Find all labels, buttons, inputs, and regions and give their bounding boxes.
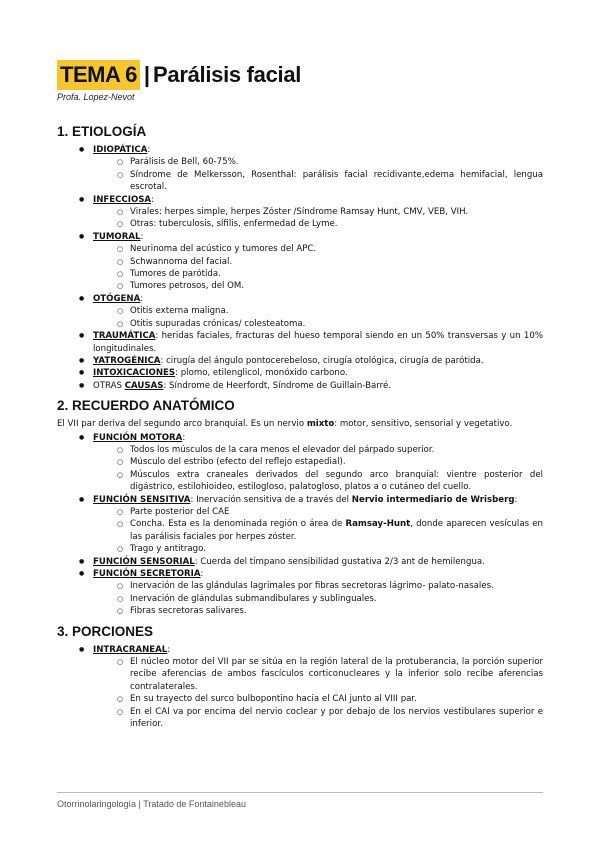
sub-list-item: ○ Otras: tuberculosis, sífilis, enfermedad de Lyme. — [57, 218, 543, 230]
sub-list-item: ○ Tumores de parótida. — [57, 268, 543, 280]
footer-divider — [57, 792, 543, 793]
list-item: ● OTRAS CAUSAS: Síndrome de Heerfordt, Síndrome de Guillain-Barré. — [57, 380, 543, 392]
recuerdo-list — [57, 432, 543, 618]
list-item: ● IDIOPÁTICA: ○ Parálisis de Bell, 60-75%. ○ Síndrome de Melkersson, Rosenthal: parálisis facial recidivante,edema hemifacial, lengua escrotal. — [57, 144, 543, 194]
list-item: ● FUNCIÓN MOTORA: ○ Todos los músculos de la cara menos el elevador del párpado superior. ○ Músculo del estribo (efecto del reflejo estapedial). ○ Músculos extra craneales derivados del segundo arco branquial: vientre posterior del digástrico, estilohioideo, estilogloso, palatogloso, platos a o cutáneo del cuello. — [57, 432, 543, 494]
etiologia-list — [57, 144, 543, 392]
sub-list-item: ○ Fibras secretoras salivares. — [57, 605, 543, 617]
sub-list-item: ○ Músculos extra craneales derivados del segundo arco branquial: vientre posterior del digástrico, estilohioideo, estilogloso, palatogloso, platos a o cutáneo del cuello. — [57, 469, 543, 494]
sub-list-item: ○ Virales: herpes simple, herpes Zóster /Síndrome Ramsay Hunt, CMV, VEB, VIH. — [57, 206, 543, 218]
sub-list-item: ○ Tumores petrosos, del OM. — [57, 280, 543, 292]
sub-list-item: ○ Síndrome de Melkersson, Rosenthal: parálisis facial recidivante,edema hemifacial, lengua escrotal. — [57, 169, 543, 194]
title-text: Parálisis facial — [153, 62, 302, 87]
sub-list-item: ○ Inervación de glándulas submandibulares y sublinguales. — [57, 593, 543, 605]
sub-list-item: ○ Trago y antitrago. — [57, 543, 543, 555]
list-item: ● FUNCIÓN SENSITIVA: Inervación sensitiva de a través del Nervio intermediario de Wrisberg: ○ Parte posterior del CAE ○ Concha. Esta es la denominada región o área de Ramsay-Hunt, donde aparecen vesículas en las parálisis faciales por herpes zóster. ○ Trago y antitrago. — [57, 494, 543, 556]
list-item: ● INTOXICACIONES: plomo, etilenglicol, monóxido carbono. — [57, 367, 543, 379]
sub-list-item: ○ Otitis supuradas crónicas/ colesteatoma. — [57, 318, 543, 330]
sub-list-item: ○ Músculo del estribo (efecto del reflejo estapedial). — [57, 456, 543, 468]
list-item: ● FUNCIÓN SENSORIAL: Cuerda del tímpano sensibilidad gustativa 2/3 ant de hemilengua. — [57, 556, 543, 568]
sub-list-item: ○ Otitis externa maligna. — [57, 305, 543, 317]
recuerdo-intro: El VII par deriva del segundo arco branquial. Es un nervio mixto: motor, sensitivo, sensorial y vegetativo. — [57, 419, 513, 430]
sub-list-item: ○ Concha. Esta es la denominada región o área de Ramsay-Hunt, donde aparecen vesículas en las parálisis faciales por herpes zóster. — [57, 518, 543, 543]
list-item: ● TUMORAL: ○ Neurinoma del acústico y tumores del APC. ○ Schwannoma del facial. ○ Tumores de parótida. ○ Tumores petrosos, del OM. — [57, 231, 543, 293]
page-footer: Otorrinolaringología | Tratado de Fontainebleau — [57, 799, 246, 809]
sub-list-item: ○ Inervación de las glándulas lagrimales por fibras secretoras lágrimo- palato-nasales. — [57, 580, 543, 592]
sub-list-item: ○ En el CAI va por encima del nervio coclear y por debajo de los nervios vestibulares superior e inferior. — [57, 706, 543, 731]
sub-list-item: ○ Todos los músculos de la cara menos el elevador del párpado superior. — [57, 444, 543, 456]
section-heading-recuerdo: 2. RECUERDO ANATÓMICO — [57, 398, 235, 414]
sub-list-item: ○ En su trayecto del surco bulbopontino hacia el CAI junto al VIII par. — [57, 693, 543, 705]
sub-list-item: ○ Parte posterior del CAE — [57, 506, 543, 518]
list-item: ● OTÓGENA: ○ Otitis externa maligna. ○ Otitis supuradas crónicas/ colesteatoma. — [57, 293, 543, 330]
section-heading-etiologia: 1. ETIOLOGÍA — [57, 124, 147, 139]
sub-list-item: ○ Parálisis de Bell, 60-75%. — [57, 156, 543, 168]
author: Profa. Lopez-Nevot — [57, 92, 135, 102]
sub-list-item: ○ Schwannoma del facial. — [57, 256, 543, 268]
sub-list-item: ○ El núcleo motor del VII par se sitúa en la región lateral de la protuberancia, la porción superior recibe aferencias de ambos fascículos corticonucleares y la inferior solo recibe aferencias contralaterales. — [57, 656, 543, 693]
tema-badge: TEMA 6 — [57, 60, 140, 90]
page-title — [57, 60, 301, 90]
list-item: ● INTRACRANEAL: ○ El núcleo motor del VII par se sitúa en la región lateral de la protuberancia, la porción superior recibe aferencias de ambos fascículos corticonucleares y la inferior solo recibe aferencias contralaterales. ○ En su trayecto del surco bulbopontino hacia el CAI junto al VIII par. ○ En el CAI va por encima del nervio coclear y por debajo de los nervios vestibulares superior e inferior. — [57, 644, 543, 731]
list-item: ● TRAUMÁTICA: heridas faciales, fracturas del hueso temporal siendo en un 50% transversas y un 10% longitudinales. — [57, 330, 543, 355]
document-body — [57, 118, 543, 730]
list-item: ● FUNCIÓN SECRETORIA: ○ Inervación de las glándulas lagrimales por fibras secretoras lágrimo- palato-nasales. ○ Inervación de glándulas submandibulares y sublinguales. ○ Fibras secretoras salivares. — [57, 568, 543, 618]
list-item: ● YATROGÉNICA: cirugía del ángulo pontocerebeloso, cirugía otológica, cirugía de parótida. — [57, 355, 543, 367]
title-separator: | — [143, 62, 151, 87]
porciones-list — [57, 644, 543, 731]
sub-list-item: ○ Neurinoma del acústico y tumores del APC. — [57, 243, 543, 255]
section-heading-porciones: 3. PORCIONES — [57, 623, 154, 639]
list-item: ● INFECCIOSA: ○ Virales: herpes simple, herpes Zóster /Síndrome Ramsay Hunt, CMV, VEB, VIH. ○ Otras: tuberculosis, sífilis, enfermedad de Lyme. — [57, 194, 543, 231]
